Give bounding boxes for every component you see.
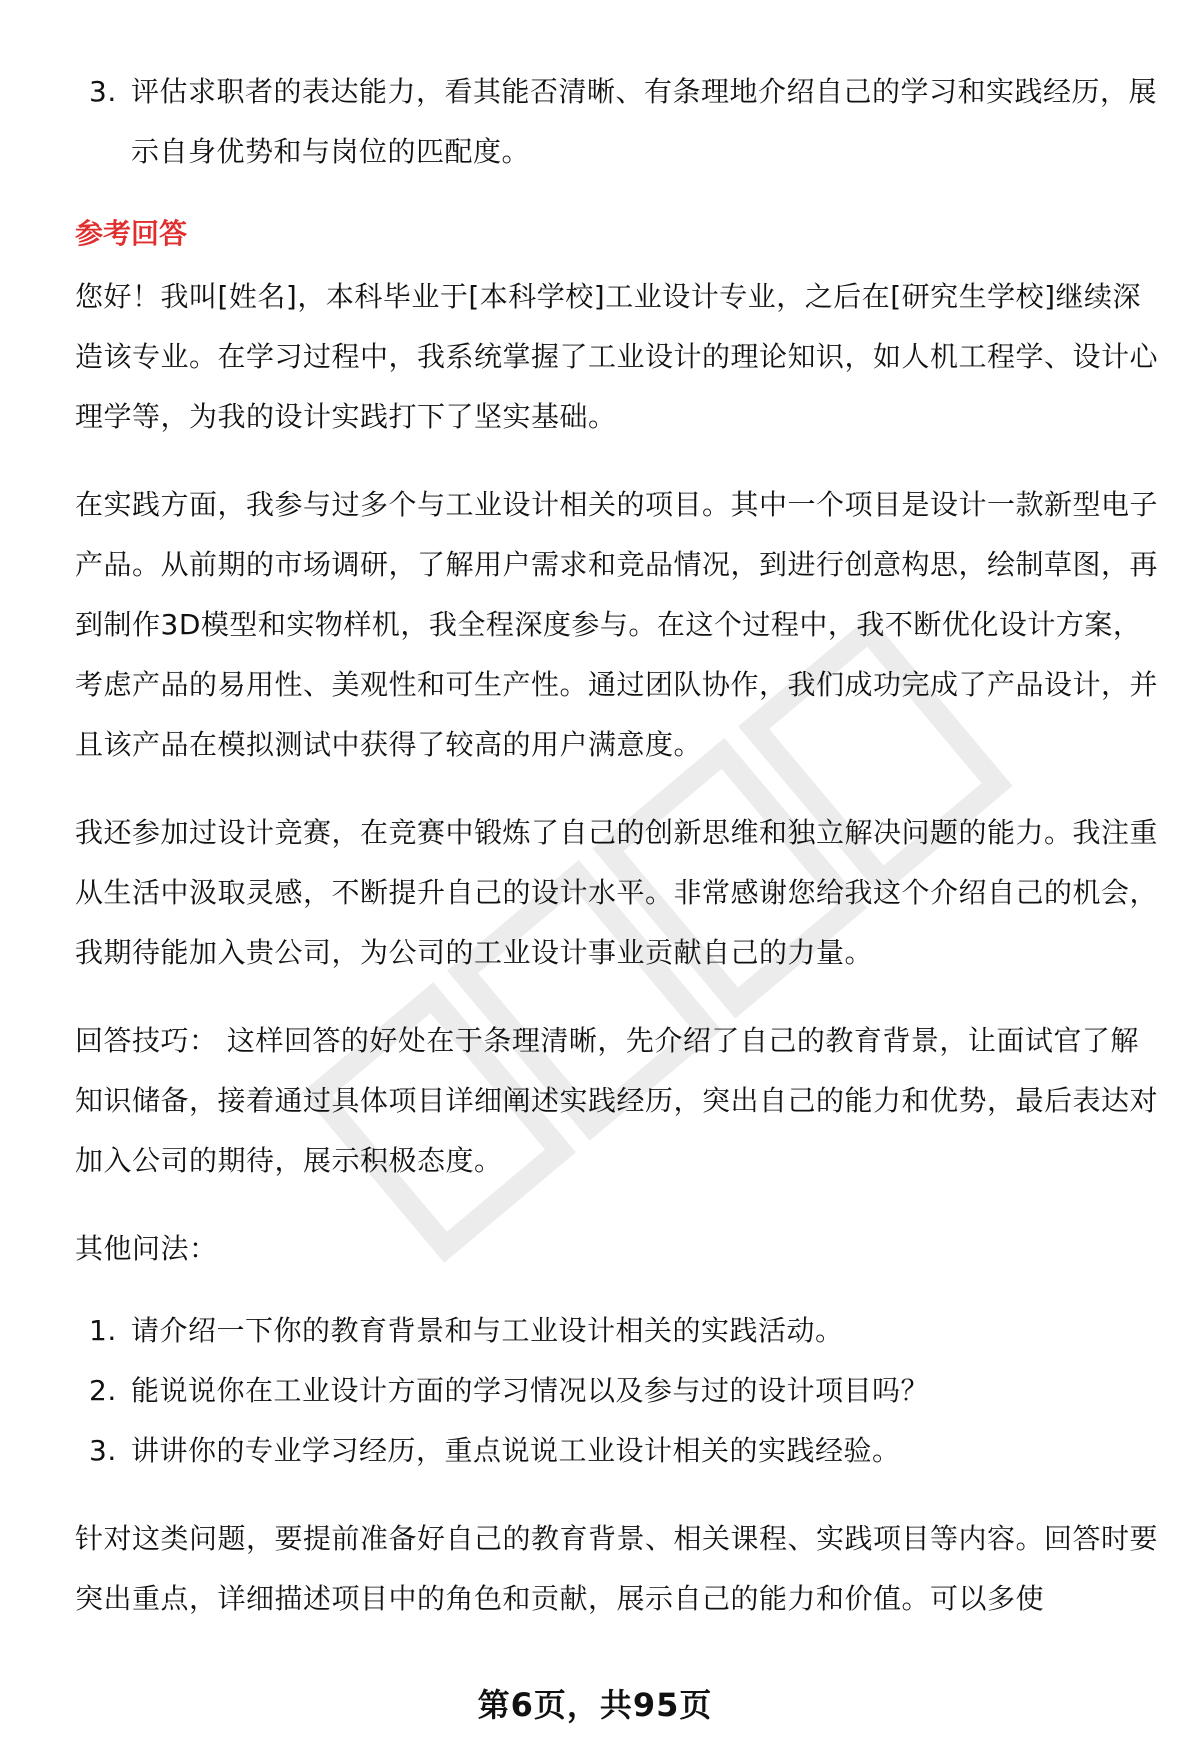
list-item-text: 请介绍一下你的教育背景和与工业设计相关的实践活动。 (131, 1314, 844, 1347)
list-item-text: 能说说你在工业设计方面的学习情况以及参与过的设计项目吗？ (131, 1374, 930, 1407)
list-item (75, 1421, 1165, 1481)
list-item-number: 1. (89, 1314, 117, 1347)
other-questions-list (75, 1301, 1165, 1481)
other-questions-heading: 其他问法： (75, 1232, 218, 1265)
reference-answer-heading: 参考回答 (75, 217, 188, 250)
list-item-text: 讲讲你的专业学习经历，重点说说工业设计相关的实践经验。 (131, 1434, 901, 1467)
answer-paragraph-intro: 您好！我叫[姓名]，本科毕业于[本科学校]工业设计专业，之后在[研究生学校]继续深造该专业。在学习过程中，我系统掌握了工业设计的理论知识，如人机工程学、设计心理学等，为我的设计实践打下了坚实基础。 (75, 280, 1159, 433)
list-item (75, 1361, 1165, 1421)
list-item-number: 3. (89, 1434, 117, 1467)
document-body (75, 62, 1165, 1629)
closing-paragraph: 针对这类问题，要提前准备好自己的教育背景、相关课程、实践项目等内容。回答时要突出重点，详细描述项目中的角色和贡献，展示自己的能力和价值。可以多使 (75, 1522, 1159, 1615)
list-item (75, 1301, 1165, 1361)
answer-paragraph-competition: 我还参加过设计竞赛，在竞赛中锻炼了自己的创新思维和独立解决问题的能力。我注重从生活中汲取灵感，不断提升自己的设计水平。非常感谢您给我这个介绍自己的机会，我期待能加入贵公司，为公司的工业设计事业贡献自己的力量。 (75, 816, 1159, 969)
list-item (75, 62, 1165, 182)
list-item-text: 评估求职者的表达能力，看其能否清晰、有条理地介绍自己的学习和实践经历，展示自身优势和与岗位的匹配度。 (131, 75, 1158, 168)
page-number-footer: 第6页，共95页 (477, 1686, 713, 1724)
answer-tips-paragraph: 回答技巧： 这样回答的好处在于条理清晰，先介绍了自己的教育背景，让面试官了解知识储备，接着通过具体项目详细阐述实践经历，突出自己的能力和优势，最后表达对加入公司的期待，展示积极态度。 (75, 1024, 1159, 1177)
top-list (75, 62, 1165, 182)
answer-paragraph-practice: 在实践方面，我参与过多个与工业设计相关的项目。其中一个项目是设计一款新型电子产品。从前期的市场调研，了解用户需求和竞品情况，到进行创意构思，绘制草图，再到制作3D模型和实物样机，我全程深度参与。在这个过程中，我不断优化设计方案，考虑产品的易用性、美观性和可生产性。通过团队协作，我们成功完成了产品设计，并且该产品在模拟测试中获得了较高的用户满意度。 (75, 488, 1159, 761)
list-item-number: 2. (89, 1374, 117, 1407)
list-item-number: 3. (89, 75, 117, 108)
